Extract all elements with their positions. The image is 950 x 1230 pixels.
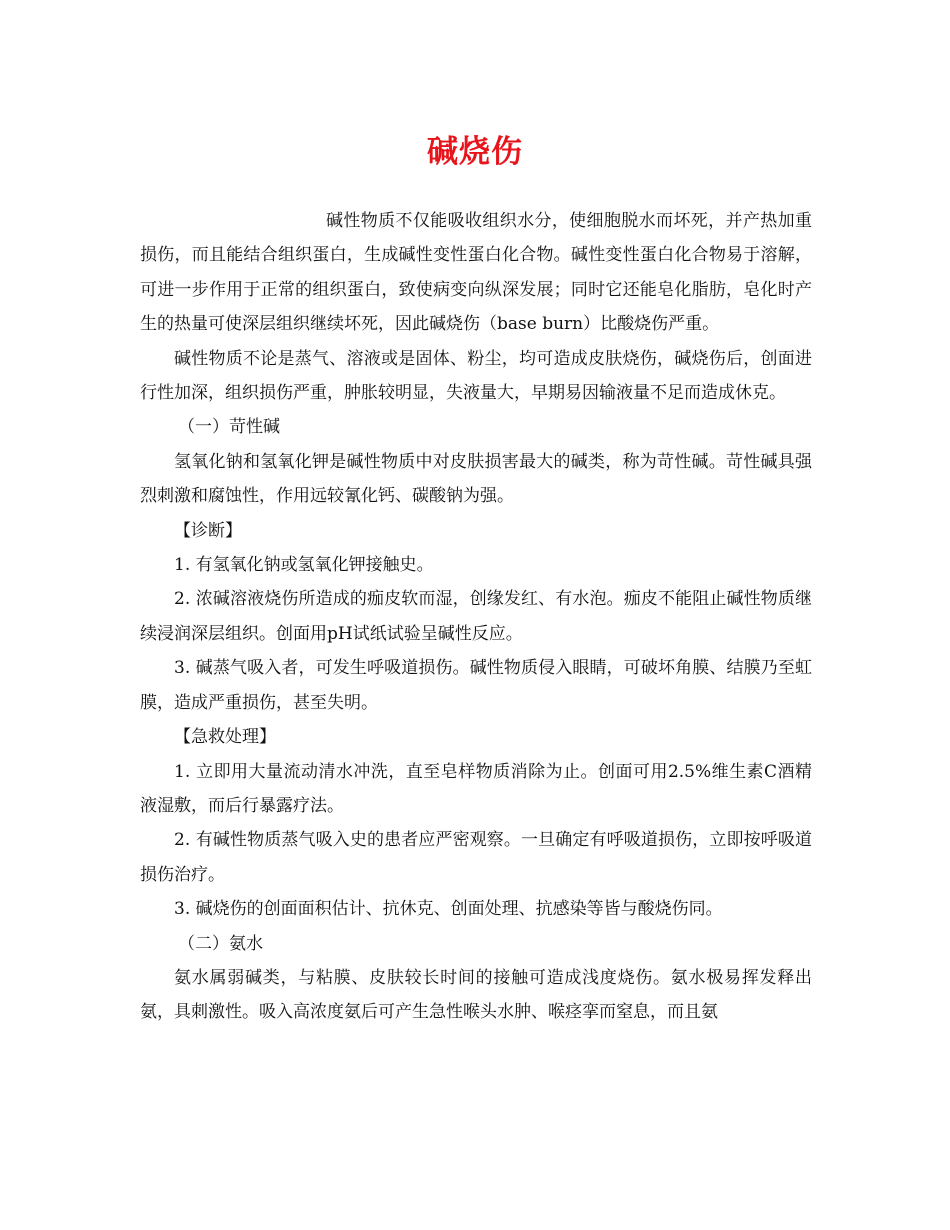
paragraph-general: 碱性物质不论是蒸气、溶液或是固体、粉尘，均可造成皮肤烧伤，碱烧伤后，创面进行性加深，组织损伤严重，肿胀较明显，失液量大，早期易因输液量不足而造成休克。 bbox=[140, 348, 812, 404]
treatment-item-2: 2. 有碱性物质蒸气吸入史的患者应严密观察。一旦确定有呼吸道损伤，立即按呼吸道损伤治疗。 bbox=[140, 830, 812, 885]
section-heading-ammonia: （二）氨水 bbox=[178, 933, 263, 954]
paragraph-intro: 碱性物质不仅能吸收组织水分，使细胞脱水而坏死，并产热加重损伤，而且能结合组织蛋白，生成碱性变性蛋白化合物。碱性变性蛋白化合物易于溶解，可进一步作用于正常的组织蛋白，致使病变向纵深发展；同时它还能皂化脂肪，皂化时产生的热量可使深层组织继续坏死，因此碱烧伤（base burn）比酸烧伤严重。 bbox=[140, 211, 812, 335]
treatment-item-3: 3. 碱烧伤的创面面积估计、抗休克、创面处理、抗感染等皆与酸烧伤同。 bbox=[174, 899, 723, 920]
treatment-item-1: 1. 立即用大量流动清水冲洗，直至皂样物质消除为止。创面可用2.5%维生素C酒精液湿敷，而后行暴露疗法。 bbox=[140, 761, 812, 816]
diagnosis-item-1: 1. 有氢氧化钠或氢氧化钾接触史。 bbox=[174, 555, 434, 576]
diagnosis-item-3: 3. 碱蒸气吸入者，可发生呼吸道损伤。碱性物质侵入眼睛，可破坏角膜、结膜乃至虹膜，造成严重损伤，甚至失明。 bbox=[140, 658, 812, 713]
paragraph-caustic-alkali: 氢氧化钠和氢氧化钾是碱性物质中对皮肤损害最大的碱类，称为苛性碱。苛性碱具强烈刺激和腐蚀性，作用远较氰化钙、碳酸钠为强。 bbox=[140, 451, 812, 507]
document-body bbox=[140, 204, 812, 1030]
subheading-first-aid: 【急救处理】 bbox=[174, 727, 276, 748]
paragraph-ammonia: 氨水属弱碱类，与粘膜、皮肤较长时间的接触可造成浅度烧伤。氨水极易挥发释出氨，具刺激性。吸入高浓度氨后可产生急性喉头水肿、喉痉挛而窒息，而且氨 bbox=[140, 967, 812, 1023]
page-title: 碱烧伤 bbox=[427, 134, 523, 170]
section-heading-caustic-alkali: （一）苛性碱 bbox=[178, 417, 280, 438]
subheading-diagnosis: 【诊断】 bbox=[174, 520, 242, 541]
diagnosis-item-2: 2. 浓碱溶液烧伤所造成的痂皮软而湿，创缘发红、有水泡。痂皮不能阻止碱性物质继续浸润深层组织。创面用pH试纸试验呈碱性反应。 bbox=[140, 589, 812, 644]
